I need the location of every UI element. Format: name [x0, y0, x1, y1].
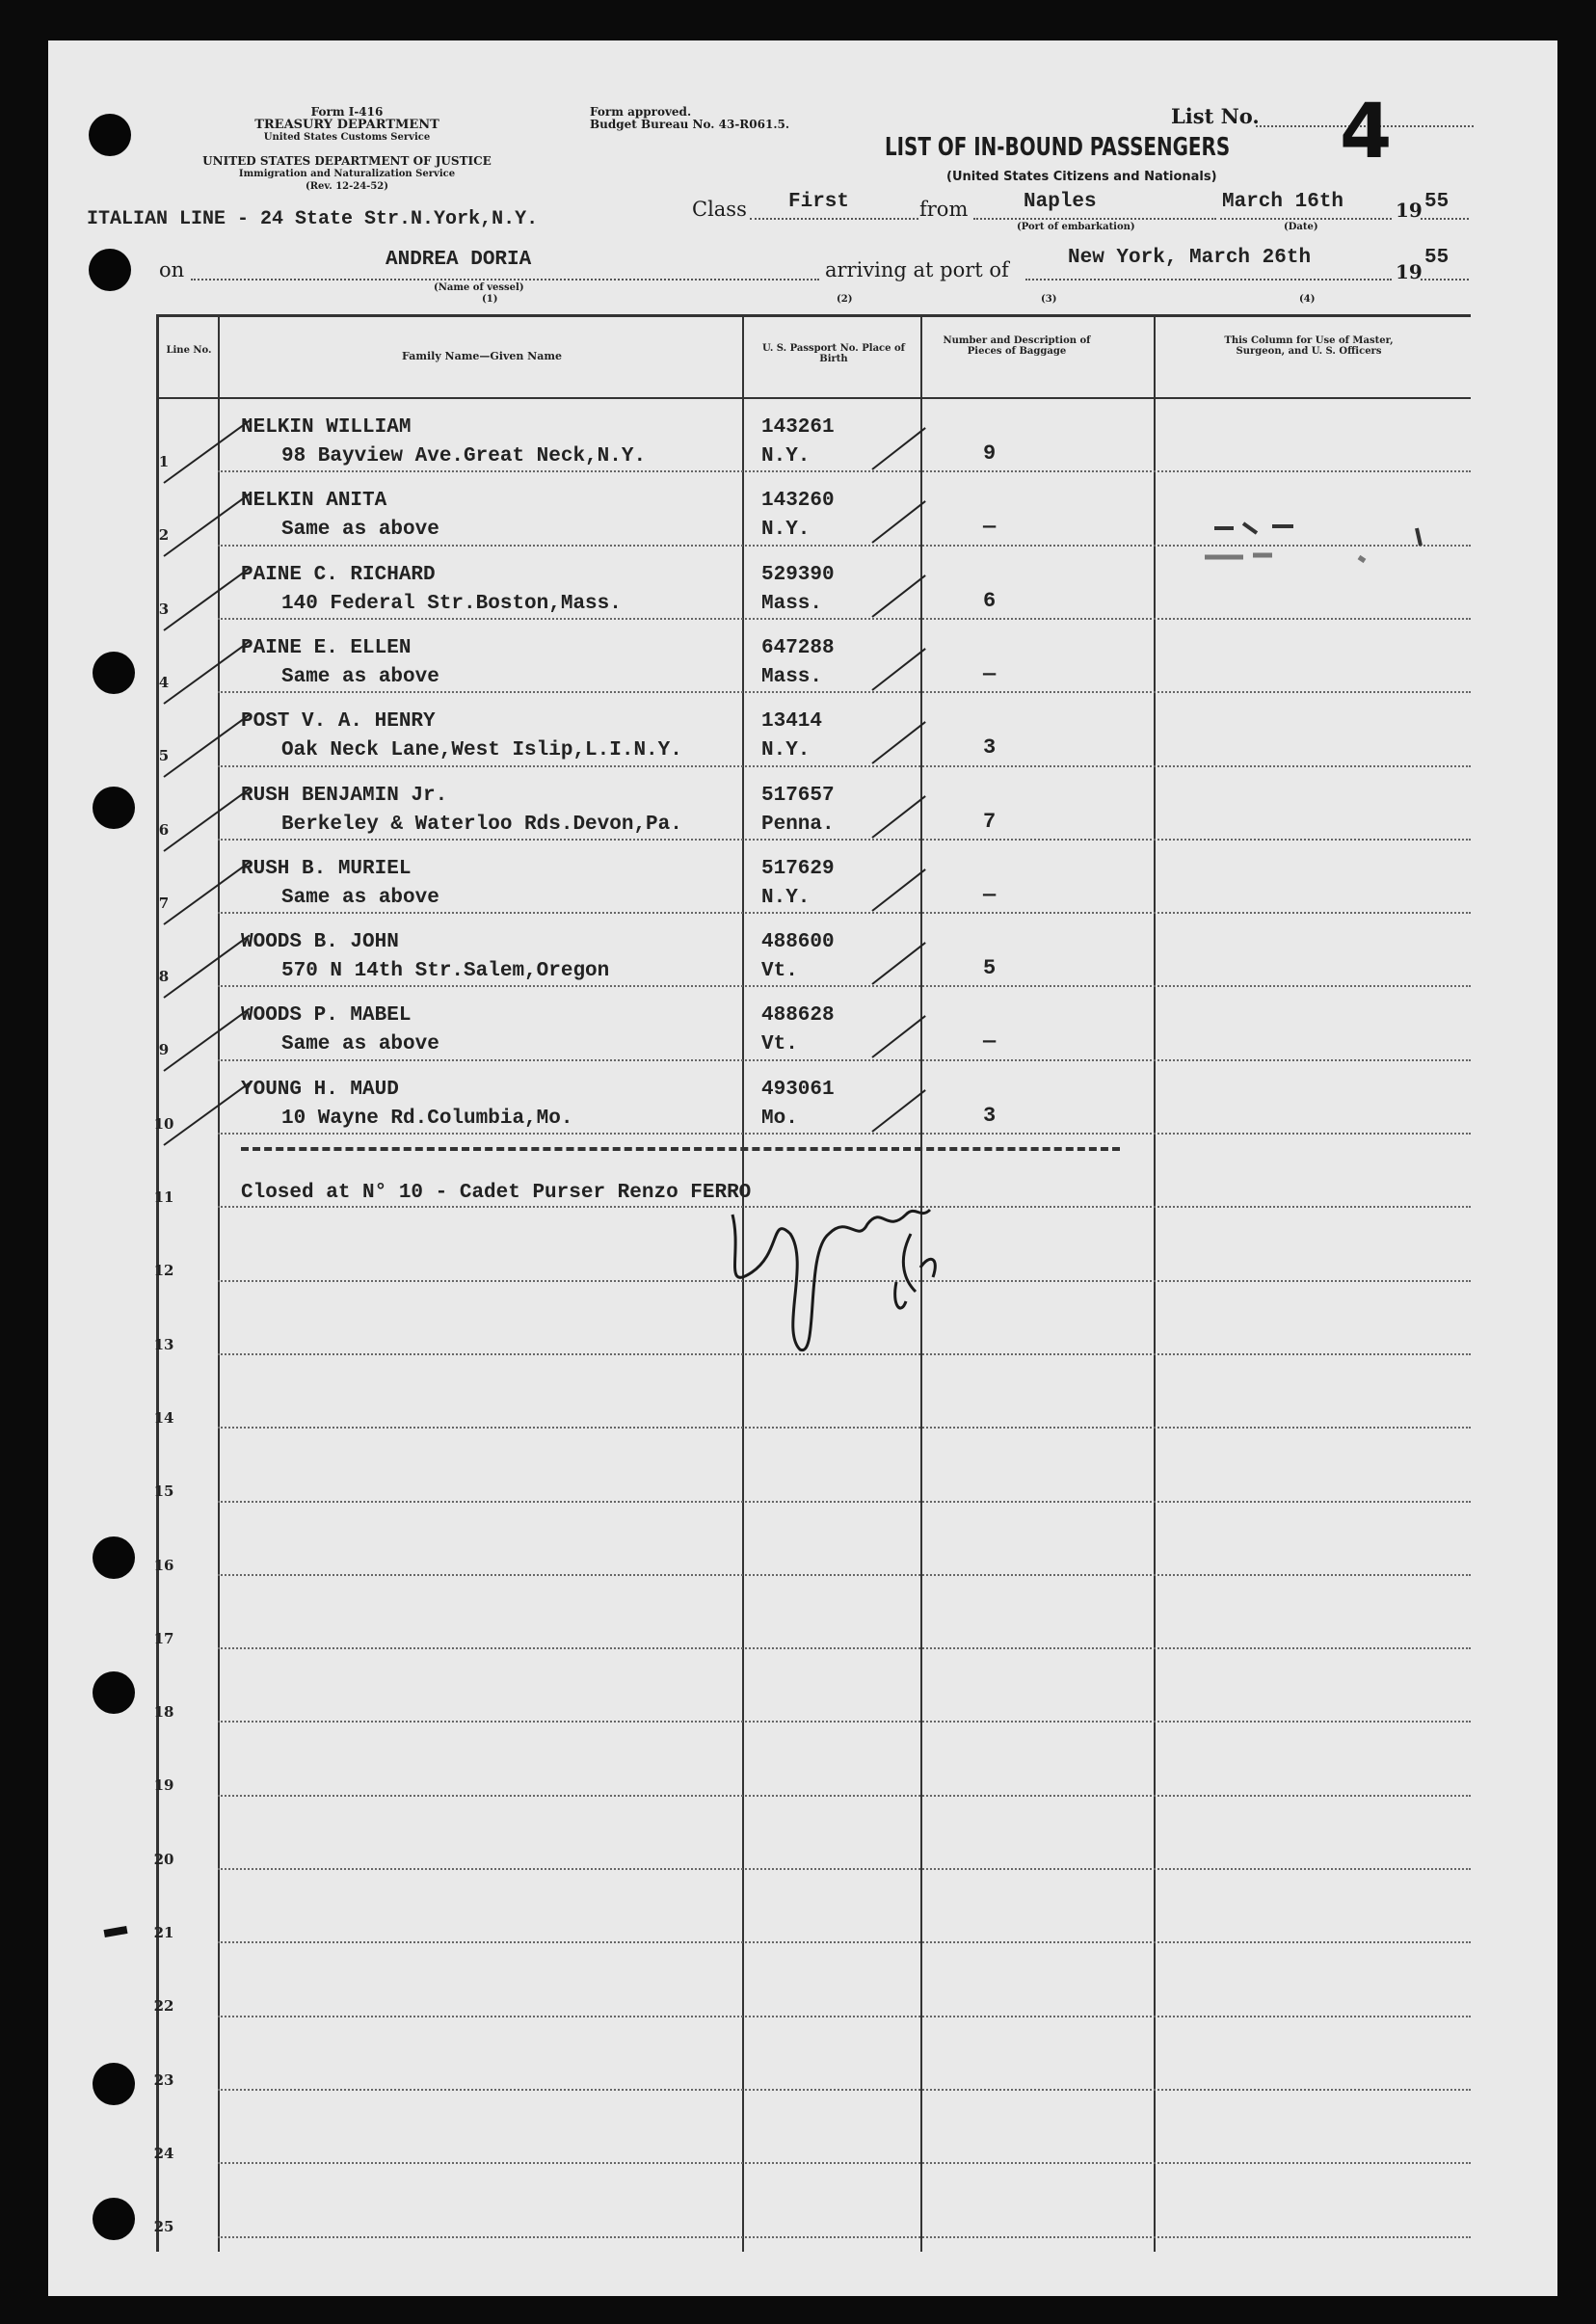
row-rule	[218, 1721, 1471, 1723]
line-number: 9	[158, 1041, 170, 1059]
passenger-address: Oak Neck Lane,West Islip,L.I.N.Y.	[281, 739, 682, 762]
row-rule	[218, 765, 1471, 767]
baggage-count: 3	[983, 1103, 997, 1128]
passport-number: 517657	[761, 784, 835, 807]
year-2: 55	[1424, 247, 1450, 269]
col-index-3: (3)	[1041, 294, 1057, 305]
passenger-address: Same as above	[281, 519, 439, 542]
year-line-1	[1421, 218, 1469, 220]
officer-marks	[1195, 509, 1436, 576]
year-prefix-1: 19	[1396, 199, 1423, 222]
row-rule	[218, 1427, 1471, 1429]
row-rule	[218, 912, 1471, 914]
col-header-name: Family Name—Given Name	[402, 350, 562, 362]
line-number: 18	[153, 1703, 174, 1722]
passport-number: 529390	[761, 563, 835, 586]
place-of-birth: N.Y.	[761, 739, 811, 762]
baggage-count: 6	[983, 588, 997, 613]
passport-number: 517629	[761, 857, 835, 880]
line-number: 10	[153, 1114, 174, 1133]
page-subtitle: (United States Citizens and Nationals)	[946, 170, 1217, 184]
line-number: 8	[158, 968, 170, 986]
place-of-birth: N.Y.	[761, 886, 811, 909]
revision-label: (Rev. 12-24-52)	[306, 181, 388, 192]
passport-number: 143260	[761, 490, 835, 513]
list-no-label: List No.	[1171, 104, 1260, 128]
line-number: 5	[158, 747, 170, 765]
justice-label: UNITED STATES DEPARTMENT OF JUSTICE	[202, 154, 492, 168]
passenger-name: NELKIN ANITA	[241, 490, 387, 513]
baggage-count: —	[983, 661, 997, 686]
row-rule	[218, 1941, 1471, 1943]
row-rule	[218, 839, 1471, 841]
immigration-label: Immigration and Naturalization Service	[238, 169, 456, 179]
passenger-address: 140 Federal Str.Boston,Mass.	[281, 592, 622, 615]
arriving-label: arriving at port of	[825, 258, 1009, 281]
row-rule	[218, 1133, 1471, 1135]
passenger-name: WOODS B. JOHN	[241, 931, 399, 954]
place-of-birth: Vt.	[761, 960, 798, 983]
line-number: 1	[158, 453, 170, 470]
line-address: ITALIAN LINE - 24 State Str.N.York,N.Y.	[87, 208, 539, 230]
line-number: 2	[158, 526, 170, 545]
arrival-line	[1025, 279, 1392, 280]
from-line	[973, 218, 1216, 220]
col-index-1: (1)	[482, 294, 498, 305]
form-approved: Form approved.	[590, 105, 692, 119]
col-header-officers: This Column for Use of Master, Surgeon, and U. S. Officers	[1224, 335, 1394, 357]
page-title: LIST OF IN-BOUND PASSENGERS	[885, 133, 1231, 162]
punch-hole	[89, 114, 131, 156]
row-rule	[218, 2089, 1471, 2091]
baggage-count: 7	[983, 809, 997, 834]
passport-number: 647288	[761, 636, 835, 659]
punch-hole	[93, 1671, 135, 1714]
line-number: 4	[158, 673, 170, 691]
line-number: 25	[153, 2218, 174, 2236]
col-header-passport: U. S. Passport No. Place of Birth	[762, 343, 905, 364]
class-line	[750, 218, 918, 220]
arrival-port-date: New York, March 26th	[1068, 247, 1312, 269]
passport-number: 143261	[761, 416, 835, 439]
table-header-border	[156, 397, 1471, 399]
passenger-address: Same as above	[281, 665, 439, 688]
place-of-birth: N.Y.	[761, 445, 811, 467]
passenger-address: 98 Bayview Ave.Great Neck,N.Y.	[281, 445, 647, 467]
passenger-address: 10 Wayne Rd.Columbia,Mo.	[281, 1107, 573, 1130]
punch-hole	[89, 249, 131, 291]
col-index-2: (2)	[837, 294, 853, 305]
passenger-address: Same as above	[281, 886, 439, 909]
budget-bureau: Budget Bureau No. 43-R061.5.	[590, 118, 790, 131]
place-of-birth: N.Y.	[761, 519, 811, 542]
line-number: 6	[158, 820, 170, 839]
col-divider-1	[218, 316, 220, 2252]
punch-hole	[93, 1536, 135, 1579]
passenger-name: RUSH BENJAMIN Jr.	[241, 784, 448, 807]
date-label: (Date)	[1284, 222, 1318, 232]
year-prefix-2: 19	[1396, 260, 1423, 283]
closing-note: Closed at N° 10 - Cadet Purser Renzo FERRO	[241, 1182, 752, 1204]
row-rule	[218, 985, 1471, 987]
date-line	[1220, 218, 1392, 220]
form-number: Form I-416	[310, 105, 384, 119]
baggage-count: —	[983, 882, 997, 907]
row-rule	[218, 1574, 1471, 1576]
list-number: 4	[1340, 89, 1393, 175]
purser-signature	[713, 1176, 1022, 1369]
line-number: 12	[153, 1262, 174, 1280]
passenger-address: Same as above	[281, 1033, 439, 1056]
line-number: 15	[153, 1483, 174, 1501]
row-rule	[218, 470, 1471, 472]
embarkation-port: Naples	[1024, 191, 1097, 213]
year-line-2	[1421, 279, 1469, 280]
baggage-count: —	[983, 515, 997, 540]
line-number: 22	[153, 1997, 174, 2016]
baggage-count: 3	[983, 735, 997, 761]
row-rule	[218, 1647, 1471, 1649]
manifest-sheet	[48, 40, 1557, 2296]
col-index-4: (4)	[1299, 294, 1316, 305]
vessel-name: ANDREA DORIA	[386, 249, 532, 271]
col-divider-4	[1154, 316, 1156, 2252]
port-embarkation-label: (Port of embarkation)	[1017, 222, 1135, 232]
punch-hole	[93, 787, 135, 829]
place-of-birth: Mo.	[761, 1107, 798, 1130]
row-rule	[218, 1795, 1471, 1797]
line-number: 19	[153, 1776, 174, 1795]
passenger-name: WOODS P. MABEL	[241, 1004, 412, 1028]
passenger-address: Berkeley & Waterloo Rds.Devon,Pa.	[281, 813, 682, 836]
row-rule	[218, 1868, 1471, 1870]
row-rule	[218, 618, 1471, 620]
punch-hole	[93, 2198, 135, 2240]
punch-hole	[93, 652, 135, 694]
line-number: 7	[158, 894, 170, 912]
treasury-label: TREASURY DEPARTMENT	[254, 118, 439, 132]
line-number: 13	[153, 1335, 174, 1353]
row-rule	[218, 1501, 1471, 1503]
line-number: 23	[153, 2070, 174, 2089]
passport-number: 488628	[761, 1004, 835, 1028]
line-number: 17	[153, 1629, 174, 1647]
vessel-line	[191, 279, 819, 280]
baggage-count: 5	[983, 956, 997, 981]
row-rule	[218, 1059, 1471, 1061]
line-number: 3	[158, 600, 170, 618]
row-rule	[218, 2162, 1471, 2164]
line-number: 16	[153, 1556, 174, 1574]
separator-line	[241, 1147, 1120, 1151]
customs-label: United States Customs Service	[263, 132, 431, 143]
row-rule	[218, 2016, 1471, 2017]
vessel-label: (Name of vessel)	[434, 282, 524, 293]
passport-number: 13414	[761, 710, 823, 734]
class-value: First	[788, 191, 850, 213]
place-of-birth: Penna.	[761, 813, 835, 836]
row-rule	[218, 691, 1471, 693]
passenger-name: YOUNG H. MAUD	[241, 1078, 399, 1101]
row-rule	[218, 2236, 1471, 2238]
baggage-count: —	[983, 1029, 997, 1055]
class-label: Class	[692, 198, 747, 221]
line-number: 14	[153, 1408, 174, 1427]
passport-number: 493061	[761, 1078, 835, 1101]
line-number: 21	[153, 1924, 174, 1941]
passenger-address: 570 N 14th Str.Salem,Oregon	[281, 960, 610, 983]
on-label: on	[159, 258, 185, 281]
passenger-name: POST V. A. HENRY	[241, 710, 436, 734]
place-of-birth: Mass.	[761, 665, 823, 688]
line-number: 24	[153, 2144, 174, 2162]
from-label: from	[919, 198, 969, 221]
passenger-name: PAINE E. ELLEN	[241, 636, 412, 659]
col-header-line-no: Line No.	[166, 345, 212, 356]
line-number: 11	[153, 1189, 174, 1206]
passenger-name: RUSH B. MURIEL	[241, 857, 412, 880]
passenger-name: PAINE C. RICHARD	[241, 563, 436, 586]
line-number: 20	[153, 1850, 174, 1868]
passport-number: 488600	[761, 931, 835, 954]
baggage-count: 9	[983, 441, 997, 466]
year-1: 55	[1424, 191, 1450, 213]
place-of-birth: Mass.	[761, 592, 823, 615]
place-of-birth: Vt.	[761, 1033, 798, 1056]
departure-date: March 16th	[1222, 191, 1344, 213]
punch-hole	[93, 2063, 135, 2105]
passenger-name: NELKIN WILLIAM	[241, 416, 412, 439]
col-header-baggage: Number and Description of Pieces of Baggage	[943, 335, 1091, 357]
table-top-border	[156, 314, 1471, 317]
